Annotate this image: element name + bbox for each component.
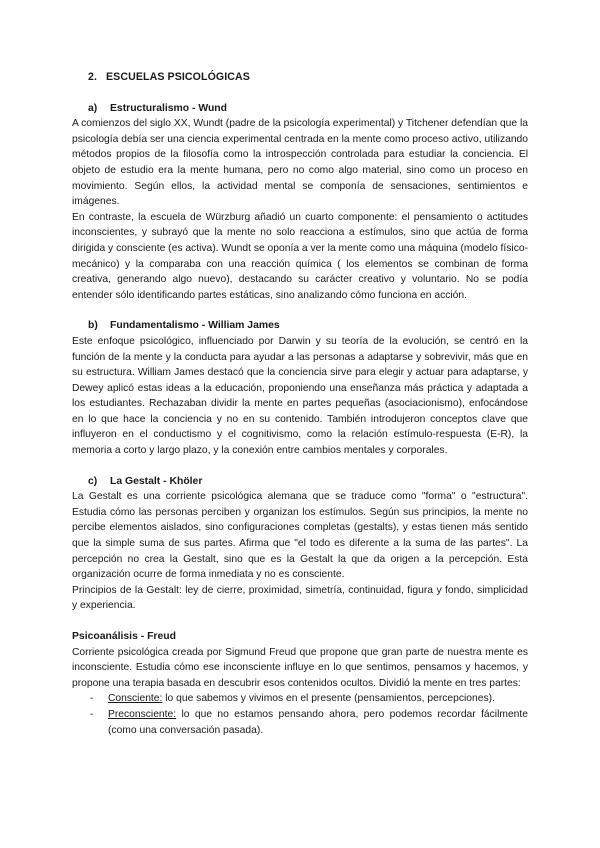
section-heading <box>72 629 528 645</box>
section-gestalt <box>72 474 528 614</box>
section-letter: b) <box>88 320 98 332</box>
section-heading <box>72 474 528 490</box>
list-item-text: lo que no estamos pensando ahora, pero podemos recordar fácilmente (como una conversación pasada). <box>108 708 528 736</box>
section-title: Fundamentalismo - William James <box>110 320 280 332</box>
section-title: La Gestalt - Khöler <box>110 475 203 487</box>
list-item-term: Preconsciente: <box>108 708 177 720</box>
section-estructuralismo <box>72 101 528 304</box>
document-page <box>72 70 528 753</box>
section-title: Psicoanálisis - Freud <box>72 631 176 642</box>
section-paragraph: La Gestalt es una corriente psicológica alemana que se traduce como "forma" o "estructura". Estudia cómo las personas perciben y organizan los estímulos. Según sus principios, la mente no percibe elementos aislados, sino configuraciones completas (gestalts), y estas tienen más sentido que la simple suma de sus partes. Afirma que "el todo es diferente a la suma de las partes". La percepción no crea la Gestalt, sino que es la Gestalt la que da origen a la percepción. Esta organización ocurre de forma inmediata y no es consciente. <box>72 491 528 581</box>
section-fundamentalismo <box>72 318 528 458</box>
mind-parts-list <box>72 691 528 738</box>
section-letter: c) <box>88 475 98 487</box>
list-item-text: lo que sabemos y vivimos en el presente (pensamientos, percepciones). <box>162 693 495 705</box>
section-letter: a) <box>88 102 98 114</box>
section-psicoanalisis <box>72 629 528 738</box>
list-item <box>72 691 528 707</box>
section-paragraph: Este enfoque psicológico, influenciado por Darwin y su teoría de la evolución, se centró en la función de la mente y la conducta para ayudar a las personas a adaptarse y sobrevivir, más que en su estructura. William James destacó que la conciencia sirve para elegir y actuar para adaptarse, y Dewey aplicó estas ideas a la educación, proponiendo una enseñanza más práctica y adaptada a los estudiantes. Rechazaban dividir la mente en partes pequeñas (asociacionismo), enfocándose en lo que hace la conciencia y no en su contenido. También introdujeron conceptos clave que influyeron en el conductismo y el cognitivismo, como la relación estímulo-respuesta (E-R), la memoria a corto y largo plazo, y la conexión entre cambios mentales y corporales. <box>72 335 528 457</box>
section-heading <box>72 101 528 117</box>
section-paragraph: En contraste, la escuela de Würzburg añadió un cuarto componente: el pensamiento o actitudes inconscientes, y subrayó que la mente no solo reacciona a estímulos, sino que actúa de forma dirigida y consciente (es activa). Wundt se oponía a ver la mente como una máquina (modelo físico-mecánico) y la comparaba con una reacción química ( los elementos se combinan de forma creativa, generando algo nuevo), destacando su carácter creativo y voluntario. No se podía entender sólo identificando partes estáticas, sino analizando cómo funciona en acción. <box>72 211 528 301</box>
main-heading-number: 2. <box>88 71 98 83</box>
section-title: Estructuralismo - Wund <box>110 102 228 114</box>
section-paragraph: Corriente psicológica creada por Sigmund Freud que propone que gran parte de nuestra mente es inconsciente. Estudia cómo ese inconsciente influye en lo que sentimos, pensamos y hacemos, y propone una terapia basada en descubrir esos contenidos ocultos. Dividió la mente en tres partes: <box>72 646 528 689</box>
list-item <box>72 707 528 738</box>
section-paragraph: Principios de la Gestalt: ley de cierre, proximidad, simetría, continuidad, figura y fondo, simplicidad y experiencia. <box>72 584 528 612</box>
section-paragraph: A comienzos del siglo XX, Wundt (padre de la psicología experimental) y Titchener defendían que la psicología debía ser una ciencia experimental centrada en la mente como proceso activo, utilizando métodos propios de la filosofía como la introspección controlada para estudiar la conciencia. El objeto de estudio era la mente humana, pero no como algo material, sino como un proceso en movimiento. Según ellos, la actividad mental se componía de sensaciones, sentimientos e imágenes. <box>72 118 528 208</box>
section-heading <box>72 318 528 334</box>
list-item-term: Consciente: <box>108 693 163 705</box>
main-heading <box>88 70 528 86</box>
main-heading-text: ESCUELAS PSICOLÓGICAS <box>106 71 250 83</box>
